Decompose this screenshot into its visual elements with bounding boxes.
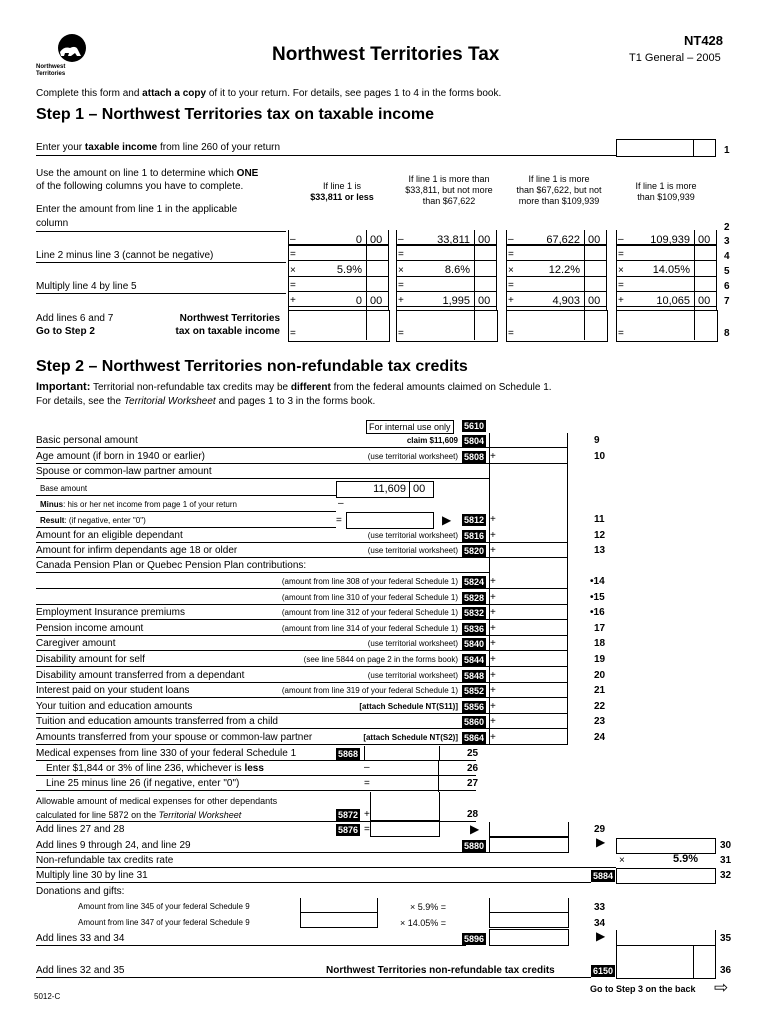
go-step3-label: Go to Step 3 on the back [590, 984, 696, 994]
arrow-icon: ▶ [470, 822, 480, 836]
important-text: Important: Territorial non-refundable tax credits may be different from the federal amounts claimed on Schedule 1. [36, 381, 552, 393]
op-equals: = [508, 249, 514, 260]
code-5896: 5896 [464, 934, 485, 944]
medical-sub-label: Enter $1,844 or 3% of line 236, whichever is less [46, 763, 264, 774]
tax-cents: 00 [588, 295, 601, 307]
code-5828: 5828 [464, 592, 485, 603]
internal-use-box: For internal use only [366, 420, 454, 434]
op-plus: + [490, 576, 496, 587]
credit-amount-field[interactable] [490, 654, 566, 666]
credit-label: Your tuition and education amounts [36, 700, 193, 712]
credit-note: (use territorial worksheet) [367, 531, 458, 540]
op-equals: = [398, 328, 404, 339]
rate: 14.05% [652, 264, 690, 276]
column-1 [288, 218, 388, 344]
base-amount: 0 [355, 234, 362, 246]
line32-field[interactable] [616, 868, 716, 884]
op-equals: = [618, 249, 624, 260]
tax-amount: 0 [355, 295, 362, 307]
code-5808: 5808 [464, 452, 485, 462]
base-cents: 00 [588, 234, 601, 246]
code-5840: 5840 [464, 639, 485, 650]
credit-amount-field[interactable] [490, 576, 566, 588]
line1-underline [36, 155, 616, 156]
column-result-field[interactable] [506, 310, 608, 342]
column-header-3: If line 1 is more than $67,622, but not more than $109,939 [516, 174, 602, 206]
column-result-field[interactable] [288, 310, 390, 342]
credit-note: (amount from line 312 of your federal Schedule 1) [281, 608, 458, 618]
credit-note: (amount from line 314 of your federal Schedule 1) [281, 623, 458, 633]
line5-label: Multiply line 4 by line 5 [36, 281, 137, 292]
line-number: •16 [590, 607, 605, 619]
code-5856: 5856 [464, 701, 485, 712]
credit-amount-field[interactable] [490, 545, 566, 557]
line-number: 9 [594, 435, 600, 446]
line-number-31: 31 [720, 855, 732, 866]
line-number-1: 1 [724, 145, 730, 156]
op-plus: + [490, 622, 496, 634]
code-5832: 5832 [464, 608, 485, 619]
line30-inner-field[interactable] [489, 837, 569, 853]
spouse-label: Spouse or common-law partner amount [36, 466, 212, 477]
op-plus: + [490, 716, 496, 728]
rate-value: 5.9% [673, 853, 699, 865]
line-number: 10 [594, 451, 606, 462]
code-5864: 5864 [464, 733, 485, 743]
line-number: 17 [594, 622, 606, 634]
line-number-7: 7 [724, 296, 730, 307]
line-number: 21 [594, 685, 606, 697]
op-minus: – [508, 234, 514, 245]
medical-minus-label: Line 25 minus line 26 (if negative, enter "0") [46, 778, 240, 789]
line-number-33: 33 [594, 902, 606, 913]
column-header-4: If line 1 is more than $109,939 [635, 181, 697, 202]
op-multiply: × [290, 265, 296, 276]
credit-note: claim $11,609 [406, 436, 458, 445]
op-minus: – [618, 234, 624, 245]
line-number: 19 [594, 654, 606, 665]
line29-field[interactable] [489, 822, 569, 837]
arrow-right-icon: ⇨ [714, 978, 729, 997]
line35-field[interactable] [616, 930, 716, 946]
line3-label: Line 2 minus line 3 (cannot be negative) [36, 250, 214, 261]
op-multiply: × [618, 265, 624, 276]
line-number-32: 32 [720, 870, 732, 881]
code-5804: 5804 [464, 436, 485, 446]
tax-cents: 00 [698, 295, 711, 307]
line-number: 12 [594, 530, 606, 541]
credit-label: Age amount (if born in 1940 or earlier) [36, 451, 205, 462]
donation-2-field[interactable] [300, 913, 378, 928]
op-equals: = [398, 280, 404, 291]
op-equals: = [398, 249, 404, 260]
donation-2-result[interactable] [489, 913, 569, 928]
credit-amount-field[interactable] [490, 435, 566, 447]
form-id: 5012-C [34, 992, 61, 1001]
credit-amount-field[interactable] [490, 607, 566, 619]
line-number-11: 11 [594, 514, 605, 525]
add32-label: Add lines 32 and 35 [36, 965, 125, 976]
line-number: 24 [594, 732, 606, 743]
step1-title: Step 1 – Northwest Territories tax on taxable income [36, 106, 435, 123]
line-number-36: 36 [720, 965, 732, 976]
credit-label: Employment Insurance premiums [36, 607, 185, 619]
minus-field[interactable] [346, 498, 432, 513]
column-header-2: If line 1 is more than $33,811, but not more than $67,622 [405, 174, 493, 206]
code-5848: 5848 [464, 670, 485, 681]
donation-1-label: Amount from line 345 of your federal Schedule 9 [78, 902, 250, 911]
details-text: For details, see the Territorial Worksheet and pages 1 to 3 in the forms book. [36, 396, 376, 407]
line-number-5: 5 [724, 266, 730, 277]
column-3 [506, 218, 606, 344]
credit-label: Disability amount transferred from a dependant [36, 669, 245, 681]
line-number-8: 8 [724, 328, 730, 339]
op-plus: + [490, 654, 496, 665]
credit-amount-field[interactable] [490, 451, 566, 463]
credit-note: (use territorial worksheet) [367, 639, 458, 649]
tax-cents: 00 [370, 295, 383, 307]
line35-inner-field[interactable] [489, 929, 569, 946]
mult-label: Multiply line 30 by line 31 [36, 870, 148, 881]
line-number-29: 29 [594, 824, 606, 835]
line-number-6: 6 [724, 281, 730, 292]
code-5812: 5812 [464, 515, 485, 525]
rate: 5.9% [336, 264, 362, 276]
credit-label: Amount for infirm dependants age 18 or older [36, 545, 238, 556]
line-number-30: 30 [720, 840, 732, 851]
line-number-26: 26 [467, 763, 479, 774]
op-plus: + [290, 295, 296, 306]
credit-amount-field[interactable] [490, 732, 566, 744]
column-result-field[interactable] [616, 310, 718, 342]
column-result-field[interactable] [396, 310, 498, 342]
credit-note: (amount from line 310 of your federal Schedule 1) [281, 592, 458, 602]
add27-label: Add lines 27 and 28 [36, 824, 125, 835]
line-number-35: 35 [720, 933, 732, 944]
op-equals: = [290, 280, 296, 291]
op-plus: + [508, 295, 514, 306]
code-5824: 5824 [464, 577, 485, 587]
op-equals: = [618, 328, 624, 339]
code-5880: 5880 [464, 841, 485, 851]
credit-note: [attach Schedule NT(S2)] [363, 733, 458, 742]
medical-label: Medical expenses from line 330 of your federal Schedule 1 [36, 748, 297, 759]
code-5820: 5820 [464, 546, 485, 556]
add27-field[interactable] [370, 822, 440, 837]
medical-field[interactable] [364, 746, 440, 760]
rate: 12.2% [548, 264, 580, 276]
base-cents: 00 [478, 234, 491, 246]
final-label: Northwest Territories non-refundable tax credits [326, 965, 555, 976]
intro-text: Complete this form and attach a copy of it to your return. For details, see pages 1 to 4 in the forms book. [36, 88, 502, 99]
op-plus: + [490, 638, 496, 650]
credit-amount-field[interactable] [490, 685, 566, 697]
form-subtitle: T1 General – 2005 [629, 52, 721, 64]
line-number: 20 [594, 669, 606, 681]
line30-field[interactable] [616, 838, 716, 854]
use-text-2: of the following columns you have to complete. [36, 181, 244, 192]
code-5872: 5872 [338, 810, 359, 820]
column-text: column [36, 218, 69, 229]
op-plus: + [490, 530, 496, 541]
line-number-27: 27 [467, 778, 479, 789]
line-number-4: 4 [724, 251, 730, 262]
allowable-label: Allowable amount of medical expenses for other dependants calculated for line 5872 on the Territorial Worksheet [36, 796, 278, 820]
credit-note: (use territorial worksheet) [367, 670, 458, 680]
credit-note: (use territorial worksheet) [367, 452, 458, 461]
base-amount: 67,622 [546, 234, 580, 246]
line-number: •14 [590, 576, 605, 587]
line-number-25: 25 [467, 748, 479, 759]
op-plus: + [490, 607, 496, 619]
tax-amount: 10,065 [656, 295, 690, 307]
op-plus: + [490, 545, 496, 556]
credit-amount-field[interactable] [490, 623, 566, 635]
logo-text: Northwest Territories [36, 64, 66, 77]
donation-2-label: Amount from line 347 of your federal Schedule 9 [78, 918, 250, 927]
credit-amount-field[interactable] [490, 638, 566, 650]
add-lines-label: Add lines 6 and 7 Go to Step 2 [36, 313, 114, 337]
op-equals: = [618, 280, 624, 291]
op-plus: + [490, 669, 496, 681]
column-2 [396, 218, 496, 344]
arrow-icon: ▶ [596, 929, 606, 943]
credit-note: (see line 5844 on page 2 in the forms book) [303, 655, 458, 664]
credit-amount-field[interactable] [490, 592, 566, 604]
credit-label: Disability amount for self [36, 654, 145, 665]
tax-cents: 00 [478, 295, 491, 307]
base-amount-label: Base amount [40, 484, 88, 493]
op-equals: = [290, 249, 296, 260]
line-number-2: 2 [724, 222, 730, 233]
op-plus: + [398, 295, 404, 306]
op-plus: + [490, 700, 496, 712]
credit-label: Amounts transferred from your spouse or common-law partner [36, 732, 313, 743]
donations-label: Donations and gifts: [36, 886, 125, 897]
op-equals: = [508, 280, 514, 291]
allowable-field[interactable] [370, 792, 440, 821]
base-amount-value: 11,609 [373, 483, 406, 495]
op-equals: = [508, 328, 514, 339]
line-number-34: 34 [594, 918, 606, 929]
line-number: 22 [594, 700, 606, 712]
credit-note: (use territorial worksheet) [367, 546, 458, 555]
column-4 [616, 218, 716, 344]
line-number: 18 [594, 638, 606, 650]
line-number-3: 3 [724, 236, 730, 247]
op-plus: + [490, 591, 496, 603]
result-field[interactable] [346, 512, 434, 529]
base-cents: 00 [698, 234, 711, 246]
op-plus: + [490, 732, 496, 743]
op-multiply: × [398, 265, 404, 276]
credit-label: Amount for an eligible dependant [36, 530, 183, 541]
credit-label: Pension income amount [36, 622, 144, 634]
op-multiply: × [508, 265, 514, 276]
rate: 8.6% [444, 264, 470, 276]
credit-amount-field[interactable] [490, 530, 566, 542]
base-amount-cents: 00 [413, 483, 426, 495]
code-5884: 5884 [593, 871, 614, 881]
op-plus: + [490, 451, 496, 462]
line1-label: Enter your taxable income from line 260 of your return [36, 142, 281, 153]
code-5860: 5860 [464, 717, 485, 728]
code-5852: 5852 [464, 686, 485, 697]
credit-amount-field[interactable] [490, 670, 566, 682]
credit-label: Basic personal amount [36, 435, 138, 446]
step2-title: Step 2 – Northwest Territories non-refundable tax credits [36, 358, 468, 375]
line1-amount-field[interactable] [616, 139, 716, 157]
base-amount: 109,939 [650, 234, 690, 246]
op-plus: + [490, 685, 496, 697]
cpp-label: Canada Pension Plan or Quebec Pension Plan contributions: [36, 560, 307, 571]
add9-label: Add lines 9 through 24, and line 29 [36, 840, 191, 851]
credit-note: (amount from line 319 of your federal Schedule 1) [281, 686, 458, 696]
credit-amount-field[interactable] [490, 701, 566, 713]
op-minus: – [290, 234, 296, 245]
credit-amount-field[interactable] [490, 716, 566, 728]
column-header-1: If line 1 is $33,811 or less [310, 181, 374, 202]
base-cents: 00 [370, 234, 383, 246]
minus-label: Minus: his or her net income from page 1 of your return [40, 500, 237, 509]
line36-field[interactable] [616, 945, 716, 979]
arrow-icon: ▶ [596, 835, 606, 849]
code-5868: 5868 [338, 749, 359, 759]
tax-amount: 1,995 [442, 295, 470, 307]
op-minus: – [398, 234, 404, 245]
code-5876: 5876 [338, 825, 359, 835]
donation-1-result[interactable] [489, 898, 569, 913]
credit-note: [attach Schedule NT(S11)] [359, 701, 458, 711]
add33-label: Add lines 33 and 34 [36, 933, 125, 944]
credit-label: Interest paid on your student loans [36, 685, 190, 697]
enter-text: Enter the amount from line 1 in the applicable [36, 204, 238, 215]
code-6150: 6150 [593, 966, 614, 976]
code-5836: 5836 [464, 623, 485, 634]
code-5816: 5816 [464, 531, 485, 541]
donation-1-field[interactable] [300, 898, 378, 913]
form-title: Northwest Territories Tax [272, 44, 500, 65]
credit-note: (amount from line 308 of your federal Schedule 1) [281, 577, 458, 586]
base-amount: 33,811 [437, 234, 470, 246]
rate-label: Non-refundable tax credits rate [36, 855, 174, 866]
arrow-icon: ▶ [442, 513, 452, 527]
result-label: Result: (if negative, enter "0") [40, 516, 146, 525]
credit-label: Tuition and education amounts transferred from a child [36, 716, 278, 728]
line-number: 13 [594, 545, 606, 556]
credit-label: Caregiver amount [36, 638, 116, 650]
op-plus: + [618, 295, 624, 306]
code-5844: 5844 [464, 655, 485, 665]
nwt-tax-label: Northwest Territories tax on taxable income [175, 313, 280, 337]
form-code: NT428 [684, 33, 724, 48]
op-equals: = [290, 328, 296, 339]
line-number: 23 [594, 716, 606, 728]
line-number: •15 [590, 591, 605, 603]
use-text: Use the amount on line 1 to determine which ONE [36, 168, 259, 179]
line-number-28: 28 [467, 809, 479, 820]
logo [36, 32, 96, 78]
tax-amount: 4,903 [552, 295, 580, 307]
code-5610: 5610 [464, 421, 485, 431]
